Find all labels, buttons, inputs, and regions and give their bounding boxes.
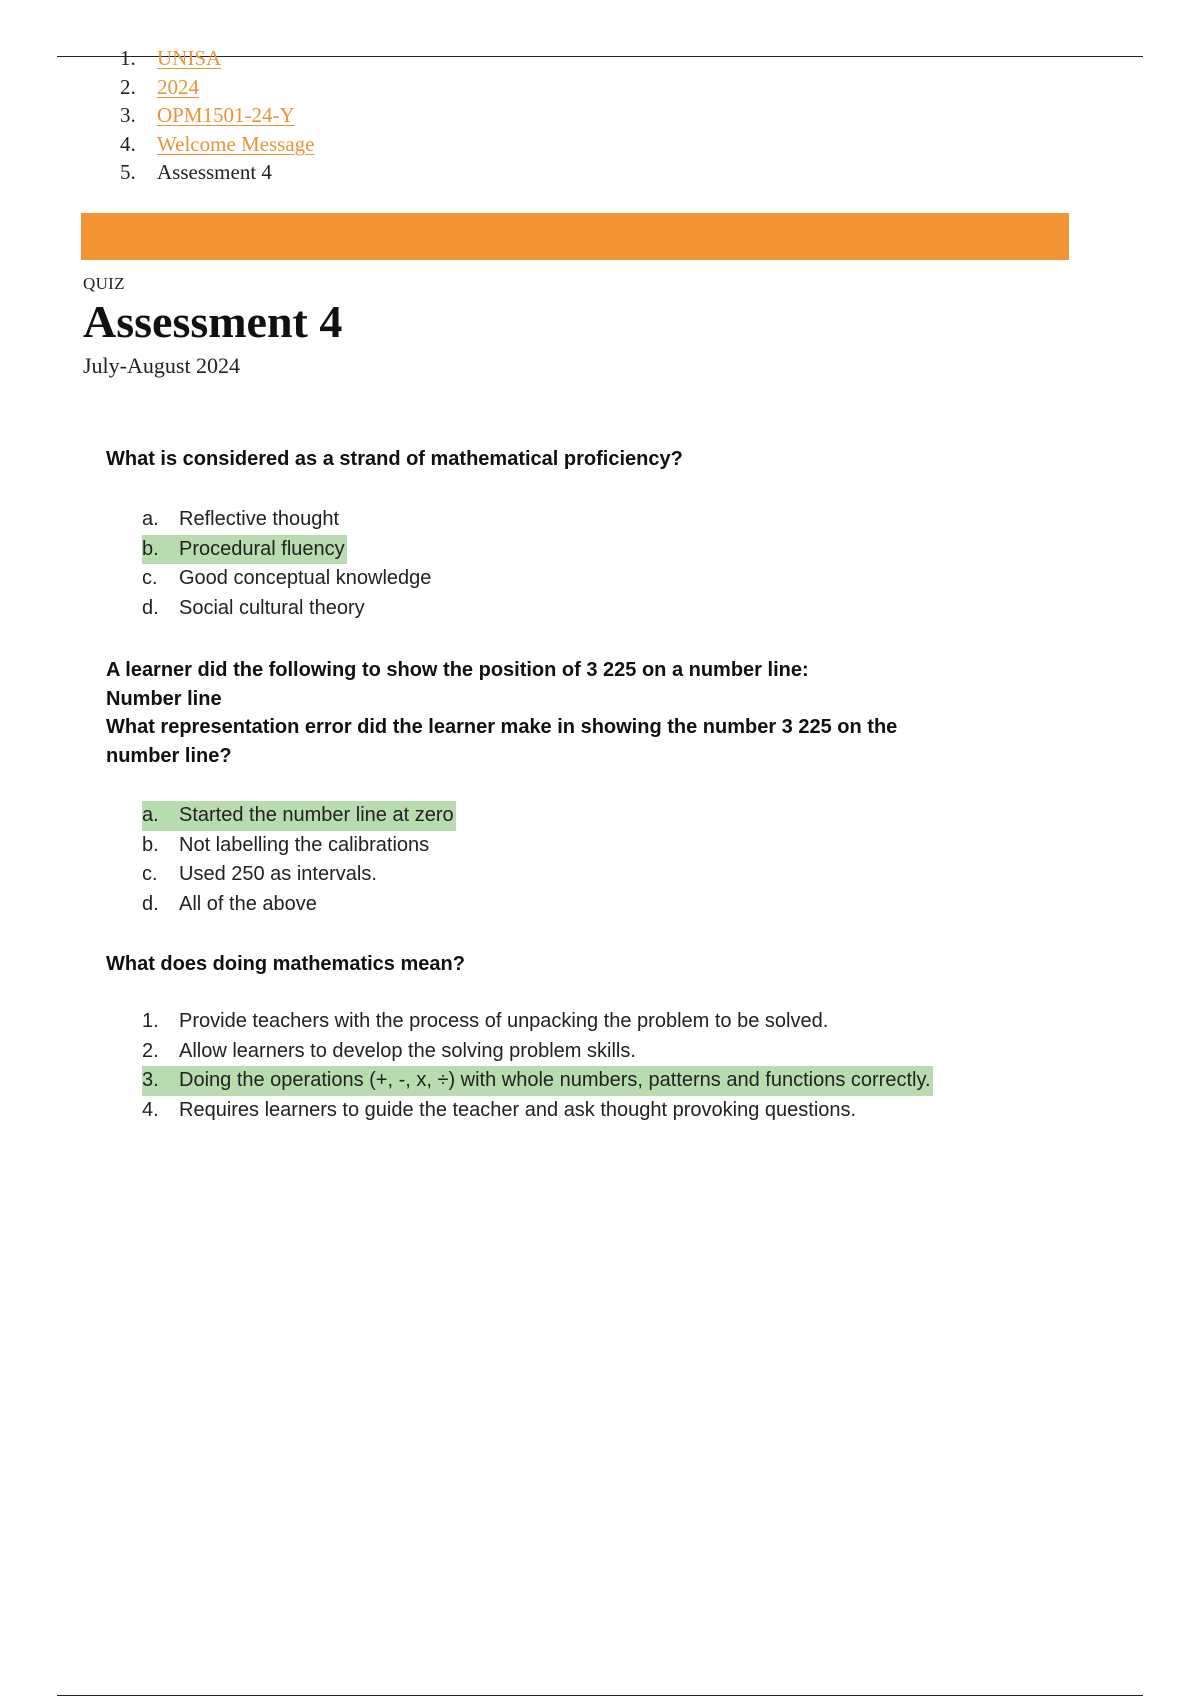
option-text: Reflective thought	[179, 508, 340, 530]
question-1	[106, 445, 1046, 474]
option-text: Used 250 as intervals.	[179, 863, 377, 885]
question-text: number line?	[106, 744, 232, 767]
question-2	[106, 656, 1046, 770]
option-text: Doing the operations (+, -, x, ÷) with whole numbers, patterns and functions correctly.	[179, 1069, 931, 1091]
option-label: d.	[142, 892, 159, 915]
answer-option[interactable]	[142, 1007, 933, 1037]
breadcrumb-number: 1.	[120, 46, 136, 70]
option-text: Provide teachers with the process of unpacking the problem to be solved.	[179, 1010, 829, 1032]
question-3-options	[142, 1007, 933, 1125]
breadcrumb-link-unisa[interactable]: UNISA	[157, 46, 222, 70]
option-text: All of the above	[179, 892, 317, 915]
answer-option[interactable]	[142, 594, 433, 624]
correct-answer-highlight	[142, 535, 347, 565]
breadcrumb-number: 4.	[120, 131, 136, 156]
option-text: Good conceptual knowledge	[179, 567, 432, 589]
option-label: b.	[142, 537, 159, 560]
breadcrumb-current-page: Assessment 4	[157, 160, 272, 184]
breadcrumb-link-year[interactable]: 2024	[157, 74, 199, 99]
breadcrumb	[120, 44, 315, 187]
question-2-options	[142, 801, 456, 919]
answer-option[interactable]	[142, 564, 433, 594]
option-label: d.	[142, 596, 159, 619]
page-title: Assessment 4	[83, 296, 343, 347]
breadcrumb-number: 2.	[120, 74, 136, 99]
answer-option-correct[interactable]	[142, 801, 456, 831]
question-text: What does doing mathematics mean?	[106, 953, 465, 975]
option-label: c.	[142, 863, 158, 885]
question-text: What representation error did the learner make in showing the number 3 225 on the	[106, 716, 898, 738]
option-label: 3.	[142, 1069, 159, 1091]
breadcrumb-item-current	[120, 158, 315, 187]
page-subtitle: July-August 2024	[83, 353, 241, 378]
breadcrumb-number: 3.	[120, 103, 136, 127]
option-label: c.	[142, 567, 158, 589]
orange-banner	[81, 213, 1069, 260]
option-text: Not labelling the calibrations	[179, 833, 430, 856]
option-text: Allow learners to develop the solving problem skills.	[179, 1039, 636, 1062]
answer-option[interactable]	[142, 890, 456, 920]
option-text: Requires learners to guide the teacher and ask thought provoking questions.	[179, 1098, 857, 1121]
question-text: A learner did the following to show the position of 3 225 on a number line:	[106, 659, 809, 681]
option-label: 1.	[142, 1010, 159, 1032]
correct-answer-highlight	[142, 801, 456, 831]
option-text: Procedural fluency	[179, 537, 345, 560]
option-label: a.	[142, 804, 159, 826]
breadcrumb-item-year[interactable]	[120, 73, 315, 102]
answer-option[interactable]	[142, 1096, 933, 1126]
breadcrumb-item-course[interactable]	[120, 101, 315, 130]
breadcrumb-link-welcome-message[interactable]: Welcome Message	[157, 131, 315, 156]
option-text: Started the number line at zero	[179, 804, 454, 826]
option-label: 2.	[142, 1039, 159, 1062]
answer-option[interactable]	[142, 860, 456, 890]
option-label: 4.	[142, 1098, 159, 1121]
breadcrumb-number: 5.	[120, 160, 136, 184]
answer-option-correct[interactable]	[142, 1066, 933, 1096]
answer-option[interactable]	[142, 831, 456, 861]
option-label: b.	[142, 833, 159, 856]
option-label: a.	[142, 508, 159, 530]
answer-option[interactable]	[142, 505, 433, 535]
breadcrumb-item-welcome[interactable]	[120, 130, 315, 159]
correct-answer-highlight	[142, 1066, 933, 1096]
answer-option-correct[interactable]	[142, 535, 433, 565]
answer-option[interactable]	[142, 1037, 933, 1067]
breadcrumb-item-unisa[interactable]	[120, 44, 315, 73]
question-3	[106, 950, 1046, 979]
breadcrumb-link-course[interactable]: OPM1501-24-Y	[157, 103, 295, 127]
question-1-options	[142, 505, 433, 623]
content-type-label: QUIZ	[83, 274, 125, 293]
question-text: What is considered as a strand of mathematical proficiency?	[106, 448, 683, 470]
option-text: Social cultural theory	[179, 596, 365, 619]
bottom-divider	[57, 1695, 1143, 1696]
question-text: Number line	[106, 687, 222, 710]
